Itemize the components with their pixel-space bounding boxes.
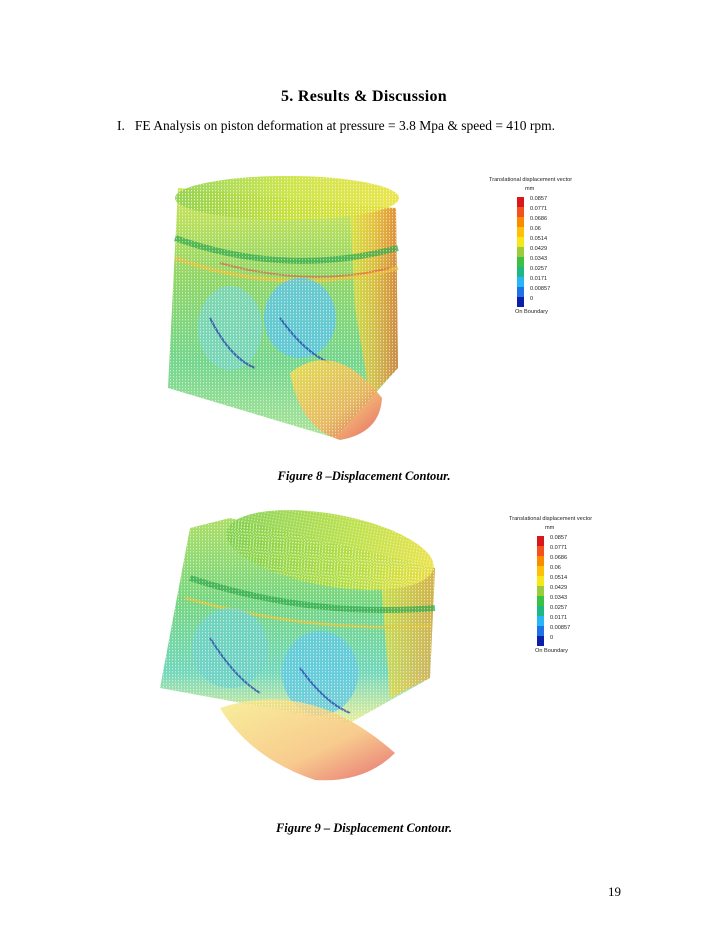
legend-unit: mm bbox=[545, 525, 555, 531]
figure-8-image bbox=[160, 168, 420, 463]
color-seg bbox=[517, 227, 524, 237]
legend-footer: On Boundary bbox=[535, 648, 568, 654]
legend-value: 0.0771 bbox=[530, 206, 548, 212]
color-seg bbox=[537, 606, 544, 616]
color-seg bbox=[537, 536, 544, 546]
legend-value: 0.0429 bbox=[530, 246, 548, 252]
color-seg bbox=[517, 287, 524, 297]
legend-unit: mm bbox=[525, 186, 535, 192]
color-seg bbox=[537, 546, 544, 556]
legend-value: 0.0343 bbox=[530, 256, 548, 262]
legend-value: 0.0171 bbox=[550, 615, 568, 621]
piston-mesh-9 bbox=[150, 508, 450, 798]
legend-value: 0.0171 bbox=[530, 276, 548, 282]
legend-value: 0.0771 bbox=[550, 545, 568, 551]
legend-footer: On Boundary bbox=[515, 309, 548, 315]
color-seg bbox=[537, 626, 544, 636]
figure-9-caption: Figure 9 – Displacement Contour. bbox=[275, 821, 453, 835]
color-seg bbox=[517, 297, 524, 307]
color-seg bbox=[517, 207, 524, 217]
color-seg bbox=[517, 237, 524, 247]
color-seg bbox=[537, 586, 544, 596]
piston-mesh-8 bbox=[160, 168, 420, 463]
section-heading: 5. Results & Discussion bbox=[280, 88, 448, 105]
legend-figure-9 bbox=[509, 516, 609, 666]
legend-value: 0.00857 bbox=[550, 625, 571, 631]
legend-value: 0.0686 bbox=[530, 216, 548, 222]
legend-value: 0.0343 bbox=[550, 595, 568, 601]
legend-value: 0.0257 bbox=[530, 266, 548, 272]
color-seg bbox=[517, 257, 524, 267]
legend-value: 0.0686 bbox=[550, 555, 568, 561]
color-seg bbox=[517, 247, 524, 257]
color-seg bbox=[517, 267, 524, 277]
legend-value: 0.06 bbox=[550, 565, 561, 571]
legend-value: 0.0257 bbox=[550, 605, 568, 611]
legend-value: 0.0857 bbox=[530, 196, 548, 202]
legend-value: 0.0514 bbox=[530, 236, 548, 242]
intro-text: FE Analysis on piston deformation at pressure = 3.8 Mpa & speed = 410 rpm. bbox=[134, 118, 556, 133]
intro-line bbox=[117, 118, 555, 134]
legend-value: 0 bbox=[530, 296, 534, 302]
color-seg bbox=[517, 217, 524, 227]
color-seg bbox=[537, 636, 544, 646]
color-seg bbox=[537, 566, 544, 576]
legend-value: 0 bbox=[550, 635, 554, 641]
legend-title: Translational displacement vector bbox=[489, 177, 573, 183]
color-seg bbox=[537, 556, 544, 566]
legend-title: Translational displacement vector bbox=[509, 516, 593, 522]
legend-value: 0.06 bbox=[530, 226, 541, 232]
legend-figure-8 bbox=[489, 177, 589, 327]
figure-9-image bbox=[150, 508, 450, 798]
legend-value: 0.0429 bbox=[550, 585, 568, 591]
page-number: 19 bbox=[608, 884, 621, 899]
intro-number: I. bbox=[117, 118, 125, 133]
legend-value: 0.00857 bbox=[530, 286, 551, 292]
color-seg bbox=[517, 277, 524, 287]
legend-value: 0.0514 bbox=[550, 575, 568, 581]
color-seg bbox=[517, 197, 524, 207]
color-seg bbox=[537, 576, 544, 586]
figure-8-caption: Figure 8 –Displacement Contour. bbox=[277, 469, 451, 483]
color-seg bbox=[537, 616, 544, 626]
legend-value: 0.0857 bbox=[550, 535, 568, 541]
color-seg bbox=[537, 596, 544, 606]
